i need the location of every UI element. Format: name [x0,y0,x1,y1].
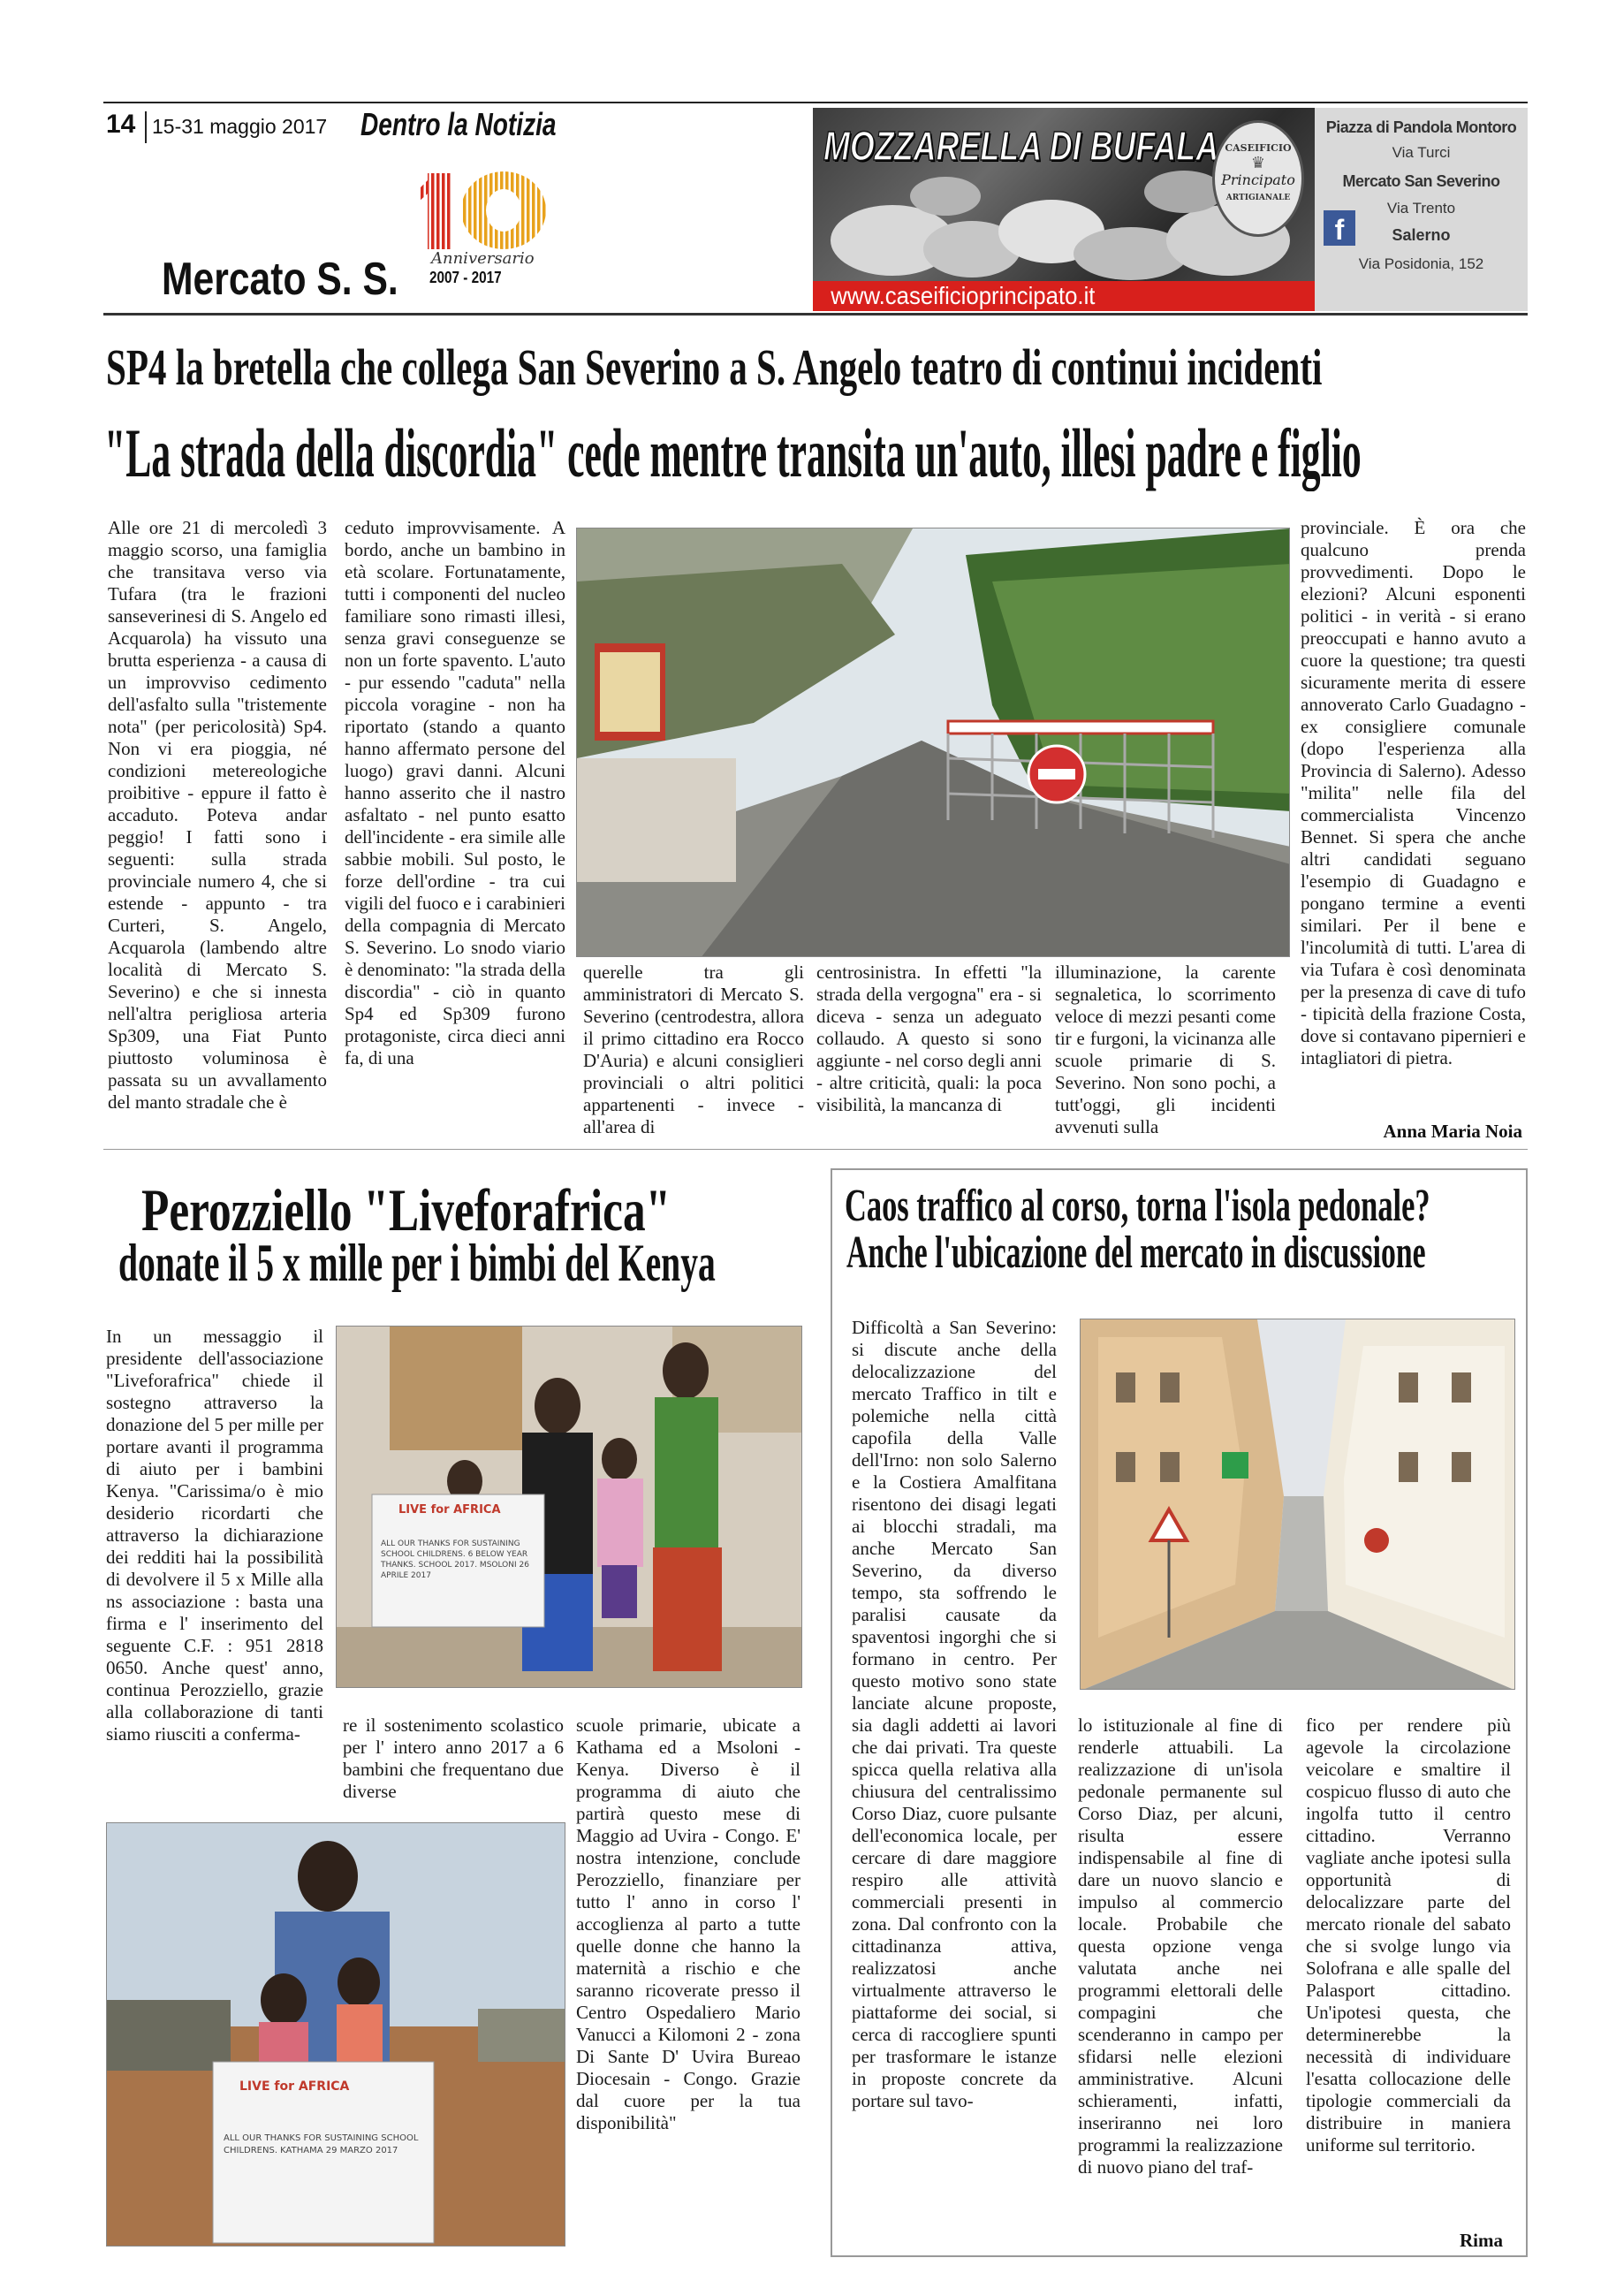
article1-col1: Alle ore 21 di mercoledì 3 maggio scorso, una famiglia che transitava verso via Tufara (tra le frazioni sanseverinesi di S. Angelo ed Acquarola) ha vissuto una brutta esperienza - a causa di un improvviso cedimento dell'asfalto sulla "tristemente nota" (per pericolosità) Sp4. Non vi era pioggia, né condizioni metereologiche proibitive - eppure il fatto è accaduto. Poteva andar peggio! I fatti sono i seguenti: sulla strada provinciale numero 4, che si estende - appunto - tra Curteri, S. Angelo, Acquarola (lambendo altre località di Mercato S. Severino) e che si innesta nell'altra perigliosa arteria Sp309, una Fiat Punto piuttosto voluminosa è passata su un avvallamento del manto stradale che è [108,517,327,1113]
article3-headline2: Anche l'ubicazione del mercato in discussione [846,1228,1426,1278]
man-sign-title: LIVE for AFRICA [239,2079,350,2094]
anniversary-word: Anniversario [431,249,535,268]
corso-diaz-photo [1080,1319,1515,1690]
article1-col6: provinciale. È ora che qualcuno prenda provvedimenti. Dopo le elezioni? Alcuni esponenti politici - in verità - si erano preoccupati e hanno avuto a cuore la questione; tra questi sicuramente merita di essere annoverato Carlo Guadagno - ex consigliere comunale (dopo l'esperienza alla Provincia di Salerno). Adesso "milita" nelle fila del commercialista Vincenzo Bennet. Si spera che anche altri candidati seguano l'esempio di Guadagno e pongano termine a eventi similari. Per il bene e l'incolumità di tutti. L'area di via Tufara è così denominata per la presenza di cave di tufo - tipicità della frazione Costa, dove si contavano pipernieri e intagliatori di pietra. [1301,517,1526,1068]
section-title: Mercato S. S. [162,254,398,305]
caseificio-badge [1212,120,1304,237]
badge-brand-text: Principato [1221,171,1295,188]
road-closure-photo [576,528,1290,957]
location-3-street: Via Posidonia, 152 [1358,255,1484,272]
article1-col2: ceduto improvvisamente. A bordo, anche un bambino in età scolare. Fortunatamente, tutti i componenti del nucleo familiare sono rimasti illesi, senza gravi conseguenze se non un forte spavento. L'auto - pur essendo "caduta" nella piccola voragine - non ha riportato (stando a quanto hanno affermato persone del luogo) gravi danni. Alcuni hanno asserito che il nastro asfaltato - nel punto esatto dell'incidente - era simile alle sabbie mobili. Sul posto, le forze dell'ordine - tra cui vigili del fuoco e i carabinieri della compagnia di Mercato S. Severino. Lo snodo viario è denominato: "la strada della discordia" - ciò in quanto Sp4 ed Sp309 furono protagoniste, circa dieci anni fa, di una [345,517,565,1068]
anniversary-years: 2007 - 2017 [429,269,502,286]
article2-headline2: donate il 5 x mille per i bimbi del Kenya [118,1234,716,1292]
masthead-rule [103,102,1528,103]
article1-signature: Anna Maria Noia [1383,1121,1522,1142]
page-number: 14 [106,110,136,139]
article3-signature: Rima [1460,2230,1503,2251]
ad-banner[interactable] [813,108,1528,311]
article3-headline1: Caos traffico al corso, torna l'isola pedonale? [845,1181,1430,1231]
article1-headline: "La strada della discordia" cede mentre transita un'auto, illesi padre e figlio [104,414,1362,491]
ad-website[interactable]: www.caseificioprincipato.it [831,282,1096,309]
page-number-divider [145,111,147,143]
ad-website-bar[interactable] [813,281,1315,311]
ad-headline: MOZZARELLA DI BUFALA [823,123,1219,169]
street-photo-icon [1081,1319,1515,1690]
badge-top-text: CASEIFICIO [1225,142,1292,154]
article3-col2: lo istituzionale al fine di renderle attuabili. La realizzazione di un'isola pedonale permanente sul Corso Diaz, per alcuni, risulta essere indispensabile al fine di dare un nuovo slancio e impulso al commercio locale. Probabile che questa opzione venga valutata anche nei programmi elettorali delle compagini che scenderanno in campo per sfidarsi nelle elezioni amministrative. Alcuni schieramenti, infatti, inseriranno nei loro programmi la realizzazione di nuovo piano del traf- [1078,1714,1283,2178]
article2-col3: scuole primarie, ubicate a Kathama ed a Msoloni - Kenya. Diverso è il programma di aiuto che partirà questo mese di Maggio ad Uvira - Congo. E' nostra intenzione, conclude Perozziello, finanziare per tutto l' anno in corso l' accoglienza al parto a tutte quelle donne che hanno la maternità a rischio e che saranno ricoverate presso il Centro Ospedaliero Mario Vanucci a Kilomoni 2 - zona Di Sante D' Uvira Bureao Diocesain - Congo. Grazie dal cuore per la tua disponibilità" [576,1714,800,2133]
badge-crown-icon: ♛ [1250,154,1266,171]
road-photo-icon [577,528,1290,957]
paper-name: Dentro la Notizia [360,106,557,142]
anniversary-10-icon [415,166,557,255]
location-2-street: Via Trento [1386,200,1456,217]
man-photo-icon [107,1823,565,2247]
ad-locations-panel [1315,108,1528,311]
article2-col2: re il sostenimento scolastico per l' intero anno 2017 a 6 bambini che frequentano due diverse [343,1714,564,1802]
article1-col4: centrosinistra. In effetti "la strada della vergogna" era - si diceva - senza un adeguato collaudo. A questo si sono aggiunte - nel corso degli anni - altre criticità, quali: la poca visibilità, la mancanza di [816,962,1042,1115]
article1-kicker: SP4 la bretella che collega San Severino a S. Angelo teatro di continui incidenti [106,338,1323,396]
article1-col5: illuminazione, la carente segnaletica, lo scorrimento veloce di mezzi pesanti come tir e furgoni, la vicinanza alle scuole primarie di S. Severino. Non sono pochi, a tutt'oggi, gli incidenti avvenuti sulla [1055,962,1276,1137]
location-3-place: Salerno [1392,226,1451,244]
article2-col1: In un messaggio il presidente dell'associazione "Liveforafrica" chiede il sostegno attraverso la donazione del 5 per mille per portare avanti il programma di aiuto per i bambini Kenya. "Carissima/o è mio desiderio ricordarti che attraverso la dichiarazione dei redditi hai la possibilità di devolvere il 5 x Mille alla ns associazione : basta una firma e l' inserimento del seguente C.F. : 951 2818 0650. Anche quest' anno, continua Perozziello, grazie alla collaborazione di tanti siamo riusciti a conferma- [106,1326,323,1745]
anniversary-logo [415,166,557,290]
man-sign-text: ALL OUR THANKS FOR SUSTAINING SCHOOL CHILDRENS. KATHAMA 29 MARZO 2017 [224,2133,419,2155]
badge-bottom-text: ARTIGIANALE [1225,194,1291,202]
location-2-place: Mercato San Severino [1342,172,1500,190]
man-children-photo [106,1822,565,2247]
article1-col3: querelle tra gli amministratori di Mercato S. Severino (centrodestra, allora il primo cittadino era Rocco D'Auria) e alcuni consiglieri provinciali o altri politici appartenenti - invece - all'area di [583,962,804,1137]
location-1-place: Piazza di Pandola Montoro [1325,118,1517,136]
article3-col3: fico per rendere più agevole la circolazione veicolare e smaltire il cospicuo flusso di auto che ingolfa tutto il centro cittadino. Verranno vagliate anche ipotesi sulla opportunità di delocalizzare parte del mercato rionale del sabato che si svolge lungo via Solofrana e alle spalle del Palasport cittadino. Un'ipotesi questa, che determinerebbe la necessità di individuare l'esatta collocazione delle tipologie commerciali da distribuire in maniera uniforme sul territorio. [1306,1714,1511,2155]
facebook-icon[interactable]: f [1324,210,1355,246]
kids-sign-title: LIVE for AFRICA [398,1503,501,1517]
location-1-street: Via Turci [1392,144,1451,161]
kids-sign-photo [336,1326,802,1688]
header-bottom-rule [103,313,1528,316]
article2-headline1: Perozziello "Liveforafrica" [141,1176,671,1243]
issue-date: 15-31 maggio 2017 [152,115,328,138]
article3-col1: Difficoltà a San Severino: si discute anche della delocalizzazione del mercato Traffico in tilt e polemiche nella città capofila della Valle dell'Irno: non solo Salerno e la Costiera Amalfitana risentono dei disagi legati ai blocchi stradali, ma anche Mercato San Severino, da diverso tempo, sta soffrendo le paralisi causate da spaventosi ingorghi che si formano in centro. Per questo motivo sono state lanciate alcune proposte, sia dagli addetti ai lavori che dai privati. Tra queste spicca quella relativa alla chiusura del centralissimo Corso Diaz, cuore pulsante dell'economica locale, per cercare di dare maggiore respiro alle attività commerciali presenti in zona. Dal confronto con la cittadinanza attiva, realizzatosi anche virtualmente attraverso le piattaforme dei social, si cerca di raccogliere spunti per trasformare le istanze in proposte concrete da portare sul tavo- [852,1317,1057,2111]
article-separator [103,1149,1528,1150]
kids-sign-text: ALL OUR THANKS FOR SUSTAINING SCHOOL CHILDRENS. 6 BELOW YEAR THANKS. SCHOOL 2017. MSOLONI 26 APRILE 2017 [381,1540,529,1580]
